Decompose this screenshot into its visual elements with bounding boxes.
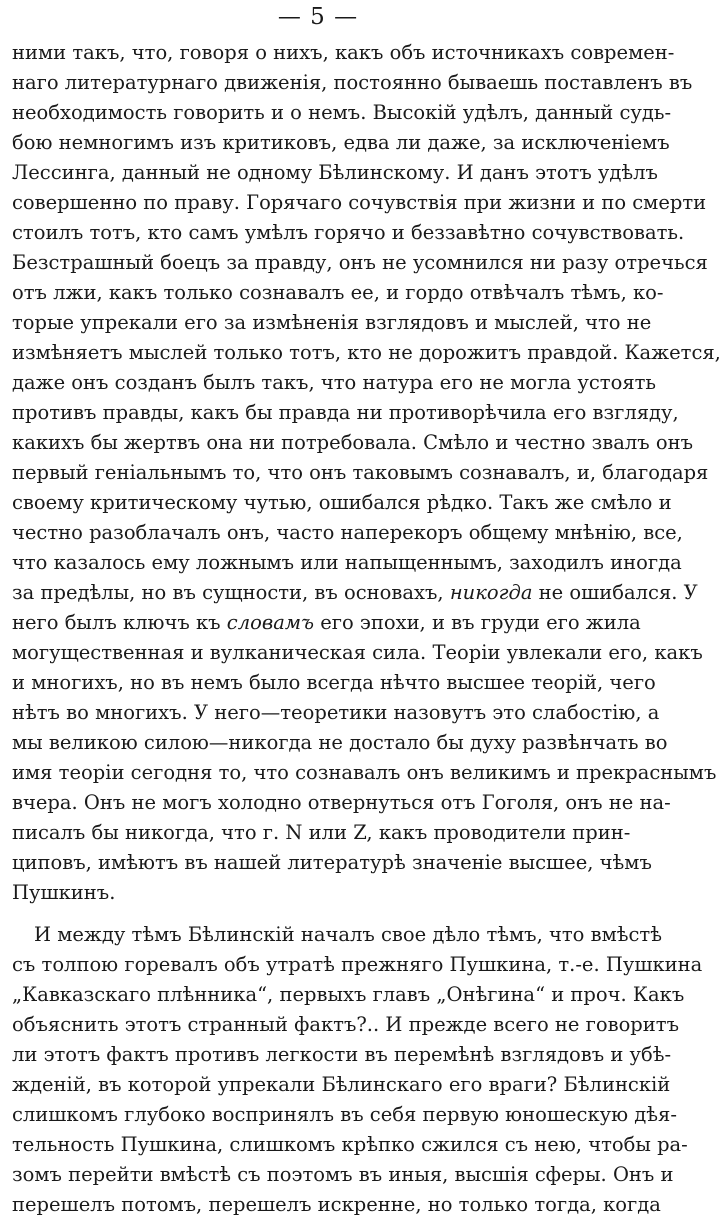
text-segment: наго литературнаго движенія, постоянно бываешь поставленъ въ bbox=[12, 71, 693, 94]
text-line bbox=[12, 950, 703, 980]
text-line bbox=[12, 128, 670, 158]
text-segment: нѣтъ во многихъ. У него—теоретики назовутъ это слабостію, а bbox=[12, 701, 660, 724]
text-segment: не ошибался. У bbox=[532, 581, 698, 604]
text-segment: даже онъ созданъ былъ такъ, что натура его не могла устоять bbox=[12, 371, 657, 394]
text-line bbox=[12, 338, 721, 368]
text-line bbox=[12, 668, 656, 698]
text-segment: его эпохи, и въ груди его жила bbox=[314, 611, 641, 634]
body-text bbox=[12, 38, 721, 1220]
text-line bbox=[12, 1190, 661, 1220]
text-line bbox=[12, 158, 658, 188]
text-segment: что казалось ему ложнымъ или напыщеннымъ, заходилъ иногда bbox=[12, 551, 682, 574]
text-line bbox=[12, 428, 694, 458]
text-line bbox=[12, 458, 709, 488]
text-segment: измѣняетъ мыслей только тотъ, кто не дорожитъ правдой. Кажется, bbox=[12, 341, 721, 364]
text-segment: вчера. Онъ не могъ холодно отвернуться отъ Гоголя, онъ не на- bbox=[12, 791, 671, 814]
text-line bbox=[12, 68, 693, 98]
text-line bbox=[12, 368, 657, 398]
text-line bbox=[12, 488, 672, 518]
text-line bbox=[12, 818, 631, 848]
text-line bbox=[12, 980, 685, 1010]
text-segment: него былъ ключъ къ bbox=[12, 611, 227, 634]
text-line bbox=[12, 638, 703, 668]
text-line bbox=[12, 848, 652, 878]
text-segment: Безстрашный боецъ за правду, онъ не усомнился ни разу отречься bbox=[12, 251, 708, 274]
text-line bbox=[12, 38, 675, 68]
text-line bbox=[12, 548, 682, 578]
text-segment: тельность Пушкина, слишкомъ крѣпко сжился съ нею, чтобы ра- bbox=[12, 1133, 688, 1156]
text-segment: какихъ бы жертвъ она ни потребовала. Смѣло и честно звалъ онъ bbox=[12, 431, 694, 454]
text-line bbox=[12, 1100, 677, 1130]
text-segment: Лессинга, данный не одному Бѣлинскому. И данъ этотъ удѣлъ bbox=[12, 161, 658, 184]
text-segment: совершенно по праву. Горячаго сочувствія при жизни и по смерти bbox=[12, 191, 707, 214]
text-segment: бою немногимъ изъ критиковъ, едва ли даже, за исключеніемъ bbox=[12, 131, 670, 154]
text-line bbox=[12, 578, 698, 608]
text-segment: своему критическому чутью, ошибался рѣдко. Такъ же смѣло и bbox=[12, 491, 672, 514]
text-line bbox=[12, 518, 683, 548]
page-number: — 5 — bbox=[277, 4, 359, 30]
text-segment: первый геніальнымъ то, что онъ таковымъ сознавалъ, и, благодаря bbox=[12, 461, 709, 484]
text-segment: объяснить этотъ странный фактъ?.. И прежде всего не говоритъ bbox=[12, 1013, 679, 1036]
text-segment: зомъ перейти вмѣстѣ съ поэтомъ въ иныя, высшія сферы. Онъ и bbox=[12, 1163, 674, 1186]
text-segment: жденій, въ которой упрекали Бѣлинскаго его враги? Бѣлинскій bbox=[12, 1073, 671, 1096]
text-segment: мы великою силою—никогда не достало бы духу развѣнчать во bbox=[12, 731, 668, 754]
paragraph-1 bbox=[12, 38, 721, 908]
text-segment: необходимость говорить и о немъ. Высокій удѣлъ, данный судь- bbox=[12, 101, 672, 124]
text-segment: „Кавказскаго плѣнника“, первыхъ главъ „Онѣгина“ и проч. Какъ bbox=[12, 983, 685, 1006]
text-line bbox=[12, 758, 717, 788]
text-segment: съ толпою горевалъ объ утратѣ прежняго Пушкина, т.-е. Пушкина bbox=[12, 953, 703, 976]
text-segment: торые упрекали его за измѣненія взглядовъ и мыслей, что не bbox=[12, 311, 652, 334]
text-line bbox=[12, 248, 708, 278]
paragraph-gap bbox=[12, 908, 624, 920]
emphasized-word: словамъ bbox=[226, 611, 315, 634]
text-line bbox=[12, 920, 662, 950]
text-segment: противъ правды, какъ бы правда ни противорѣчила его взгляду, bbox=[12, 401, 679, 424]
text-line bbox=[12, 728, 668, 758]
text-segment: отъ лжи, какъ только сознавалъ ее, и гордо отвѣчалъ тѣмъ, ко- bbox=[12, 281, 664, 304]
text-line bbox=[12, 1010, 679, 1040]
text-line bbox=[12, 278, 664, 308]
text-segment: имя теоріи сегодня то, что сознавалъ онъ великимъ и прекраснымъ bbox=[12, 761, 717, 784]
text-segment: И между тѣмъ Бѣлинскій началъ свое дѣло тѣмъ, что вмѣстѣ bbox=[34, 923, 662, 946]
text-segment: Пушкинъ. bbox=[12, 881, 116, 904]
text-segment: ли этотъ фактъ противъ легкости въ перемѣнѣ взглядовъ и убѣ- bbox=[12, 1043, 672, 1066]
paragraph-2 bbox=[12, 920, 703, 1220]
text-line bbox=[12, 218, 685, 248]
text-segment: ними такъ, что, говоря о нихъ, какъ объ источникахъ современ- bbox=[12, 41, 675, 64]
text-line bbox=[12, 1070, 671, 1100]
text-segment: слишкомъ глубоко воспринялъ въ себя первую юношескую дѣя- bbox=[12, 1103, 677, 1126]
text-segment: и многихъ, но въ немъ было всегда нѣчто высшее теорій, чего bbox=[12, 671, 656, 694]
text-line bbox=[12, 1040, 672, 1070]
text-line bbox=[12, 698, 660, 728]
text-segment: стоилъ тотъ, кто самъ умѣлъ горячо и беззавѣтно сочувствовать. bbox=[12, 221, 685, 244]
text-segment: честно разоблачалъ онъ, часто наперекоръ общему мнѣнію, все, bbox=[12, 521, 683, 544]
text-line bbox=[12, 608, 641, 638]
text-line bbox=[12, 1160, 674, 1190]
text-segment: перешелъ потомъ, перешелъ искренне, но только тогда, когда bbox=[12, 1193, 661, 1216]
text-line bbox=[12, 98, 672, 128]
text-segment: за предѣлы, но въ сущности, въ основахъ, bbox=[12, 581, 450, 604]
text-line bbox=[12, 398, 679, 428]
text-segment: циповъ, имѣютъ въ нашей литературѣ значеніе высшее, чѣмъ bbox=[12, 851, 652, 874]
text-segment: могущественная и вулканическая сила. Теоріи увлекали его, какъ bbox=[12, 641, 703, 664]
text-line bbox=[12, 878, 624, 908]
text-line bbox=[12, 188, 707, 218]
text-line bbox=[12, 1130, 688, 1160]
emphasized-word: никогда bbox=[449, 581, 533, 604]
text-segment: писалъ бы никогда, что г. N или Z, какъ проводители прин- bbox=[12, 821, 631, 844]
text-line bbox=[12, 308, 652, 338]
text-line bbox=[12, 788, 671, 818]
